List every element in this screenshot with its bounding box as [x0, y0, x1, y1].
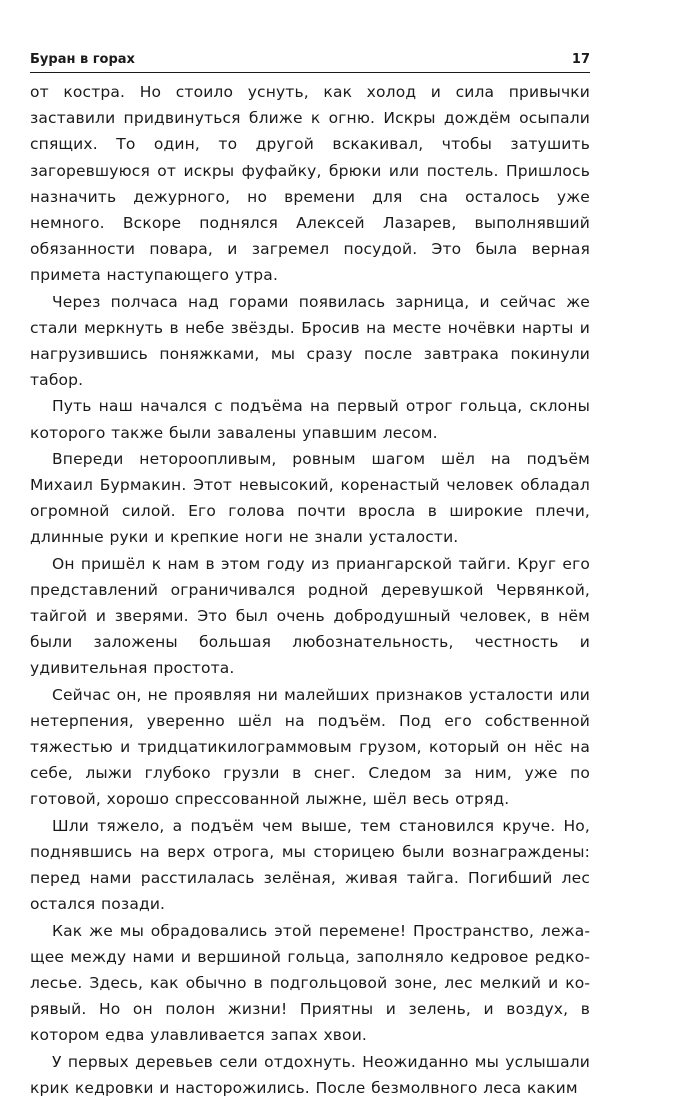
paragraph: Шли тяжело, а подъём чем выше, тем становился круче. Но, поднявшись на верх отрога, мы сторицею были вознаграждены: перед нами расстилалась зелёная, живая тайга. Погибший лес остался позади.	[30, 816, 590, 914]
paragraph: Он пришёл к нам в этом году из приангарской тайги. Круг его представлений ограничивался родной деревушкой Червянкой, тайгой и зверями. Это был очень добродушный человек, в нём были заложены большая любознательность, честность и удивительная простота.	[30, 554, 590, 678]
paragraph: Сейчас он, не проявляя ни малейших признаков усталости или нетерпения, уверенно шёл на подъём. Под его собственной тяжестью и тридцатикилограммовым грузом, который он нёс на себе, лыжи глубоко грузли в снег. Следом за ним, уже по готовой, хорошо спрессованной лыжне, шёл весь отряд.	[30, 685, 590, 809]
paragraph: Впереди нетороопливым, ровным шагом шёл на подъём Михаил Бурмакин. Этот невысокий, коренастый человек обладал огромной силой. Его голова почти вросла в широкие плечи, длинные руки и крепкие ноги не знали усталости.	[30, 449, 590, 547]
body-text	[30, 79, 590, 1101]
chapter-title: Буран в горах	[30, 52, 135, 67]
paragraph: У первых деревьев сели отдохнуть. Неожиданно мы услышали крик кедровки и насторожились. После безмолвного леса каким	[30, 1052, 590, 1097]
paragraph: Через полчаса над горами появилась зарница, и сейчас же стали меркнуть в небе звёзды. Бросив на месте ночёвки нарты и нагрузившись поняжками, мы сразу после завтрака покинули табор.	[30, 292, 590, 390]
paragraph: от костра. Но стоило уснуть, как холод и сила привычки заставили придвинуться ближе к огню. Искры дождём осыпали спящих. То один, то другой вскакивал, чтобы затушить загоревшуюся от искры фуфайку, брюки или постель. Пришлось назначить дежурного, но времени для сна осталось уже немного. Вскоре поднялся Алексей Лазарев, выполнявший обязанности повара, и загремел посудой. Это была верная примета наступающего утра.	[30, 83, 590, 285]
paragraph: Путь наш начался с подъёма на первый отрог гольца, склоны которого также были завалены упавшим лесом.	[30, 397, 590, 442]
book-page	[30, 52, 590, 1101]
page-number: 17	[571, 52, 590, 67]
running-header	[30, 52, 590, 73]
paragraph: Как же мы обрадовались этой перемене! Пространство, лежащее между нами и вершиной гольца, заполняло кедровое редколесье. Здесь, как обычно в подгольцовой зоне, лес мелкий и корявый. Но он полон жизни! Приятны и зелень, и воздух, в котором едва улавливается запах хвои.	[30, 921, 590, 1045]
